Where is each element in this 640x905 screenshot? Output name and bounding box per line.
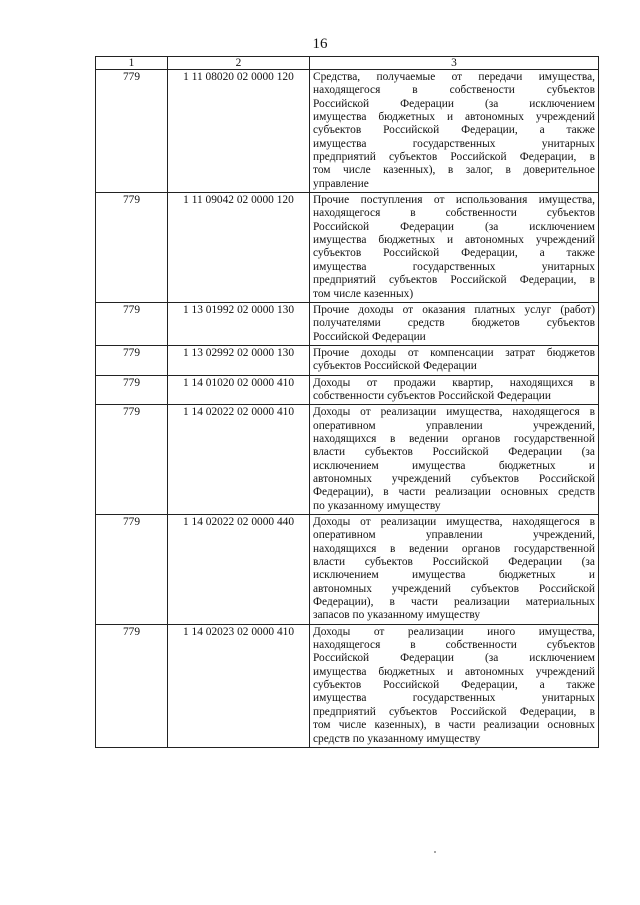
revenue-name-cell — [310, 302, 599, 345]
revenue-name-line: запасов по указанному имуществу — [313, 609, 481, 622]
revenue-codes-table — [95, 56, 599, 748]
revenue-name-line: находящегося в собственности субъектов — [313, 207, 595, 220]
revenue-name-line: Прочие поступления от использования имущества, — [313, 194, 595, 207]
table-row — [96, 193, 599, 303]
table-row — [96, 302, 599, 345]
revenue-name-cell — [310, 193, 599, 303]
revenue-name-line: имущества государственных унитарных — [313, 692, 595, 705]
revenue-name-line: том числе казенных), в залог, в доверительное — [313, 164, 595, 177]
revenue-name-line: субъектов Российской Федерации, а также — [313, 247, 595, 260]
revenue-name-line: получателями средств бюджетов субъектов — [313, 317, 595, 330]
revenue-name-line: имущества государственных унитарных — [313, 137, 595, 150]
column-header-2: 2 — [168, 57, 310, 70]
revenue-name-line: Российской Федерации (за исключением — [313, 97, 595, 110]
revenue-name-line: исключением имущества бюджетных и — [313, 459, 595, 472]
revenue-name-line: власти субъектов Российской Федерации (за — [313, 446, 595, 459]
revenue-name-line: субъектов Российской Федерации, а также — [313, 124, 595, 137]
revenue-name-line: оперативном управлении учреждений, — [313, 419, 595, 432]
table-row — [96, 515, 599, 625]
table-row — [96, 345, 599, 375]
revenue-name-line: автономных учреждений субъектов Российской — [313, 582, 595, 595]
revenue-name-line: по указанному имуществу — [313, 499, 441, 512]
table-row — [96, 375, 599, 405]
revenue-name-line: том числе казенных) — [313, 287, 414, 300]
revenue-name-line: субъектов Российской Федерации, а также — [313, 679, 595, 692]
revenue-name-line: Российской Федерации (за исключением — [313, 652, 595, 665]
revenue-name-line: Доходы от реализации имущества, находящегося в — [313, 516, 595, 528]
revenue-code-cell: 1 13 01992 02 0000 130 — [168, 302, 310, 345]
admin-code-cell: 779 — [96, 405, 168, 515]
revenue-name-line: Прочие доходы от оказания платных услуг (работ) — [313, 303, 595, 316]
table-row — [96, 70, 599, 193]
revenue-name-line: находящегося в собственности субъектов — [313, 639, 595, 652]
revenue-name-line: субъектов Российской Федерации — [313, 360, 477, 373]
revenue-name-line: предприятий субъектов Российской Федерации, в — [313, 705, 595, 718]
admin-code-cell: 779 — [96, 515, 168, 625]
admin-code-cell: 779 — [96, 70, 168, 193]
revenue-name-line: имущества бюджетных и автономных учреждений — [313, 234, 595, 247]
revenue-name-line: том числе казенных), в части реализации основных — [313, 719, 595, 732]
revenue-name-line: оперативном управлении учреждений, — [313, 529, 595, 542]
revenue-name-line: власти субъектов Российской Федерации (за — [313, 556, 595, 569]
revenue-code-cell: 1 14 01020 02 0000 410 — [168, 375, 310, 405]
revenue-name-line: предприятий субъектов Российской Федерации, в — [313, 274, 595, 287]
revenue-code-cell: 1 13 02992 02 0000 130 — [168, 345, 310, 375]
revenue-name-line: имущества бюджетных и автономных учреждений — [313, 665, 595, 678]
revenue-name-line: управление — [313, 177, 369, 190]
revenue-name-line: Доходы от реализации имущества, находящегося в — [313, 406, 595, 419]
table-row — [96, 624, 599, 747]
revenue-code-cell: 1 11 08020 02 0000 120 — [168, 70, 310, 193]
table-header-row — [96, 57, 599, 70]
revenue-name-line: имущества бюджетных и автономных учреждений — [313, 111, 595, 124]
revenue-name-line: Федерации), в части реализации основных средств — [313, 486, 595, 499]
revenue-name-line: автономных учреждений субъектов Российской — [313, 472, 595, 485]
revenue-code-cell: 1 11 09042 02 0000 120 — [168, 193, 310, 303]
revenue-name-cell — [310, 70, 599, 193]
column-header-3: 3 — [310, 57, 599, 70]
revenue-name-line: Российской Федерации (за исключением — [313, 220, 595, 233]
column-header-1: 1 — [96, 57, 168, 70]
revenue-name-line: исключением имущества бюджетных и — [313, 569, 595, 582]
revenue-code-cell: 1 14 02023 02 0000 410 — [168, 624, 310, 747]
admin-code-cell: 779 — [96, 624, 168, 747]
revenue-name-line: Средства, получаемые от передачи имущества, — [313, 71, 595, 83]
revenue-name-line: находящегося в собствености субъектов — [313, 84, 595, 97]
revenue-name-line: собственности субъектов Российской Федерации — [313, 389, 551, 402]
revenue-name-line: имущества государственных унитарных — [313, 260, 595, 273]
revenue-name-cell — [310, 405, 599, 515]
revenue-name-cell — [310, 345, 599, 375]
revenue-name-line: Федерации), в части реализации материальных — [313, 596, 595, 609]
revenue-name-line: Российской Федерации — [313, 330, 426, 343]
revenue-name-cell — [310, 375, 599, 405]
revenue-code-cell: 1 14 02022 02 0000 440 — [168, 515, 310, 625]
revenue-name-line: предприятий субъектов Российской Федерации, в — [313, 151, 595, 164]
revenue-name-cell — [310, 515, 599, 625]
admin-code-cell: 779 — [96, 375, 168, 405]
table-row — [96, 405, 599, 515]
revenue-name-line: средств по указанному имуществу — [313, 732, 481, 745]
page-number: 16 — [312, 36, 328, 52]
admin-code-cell: 779 — [96, 345, 168, 375]
admin-code-cell: 779 — [96, 193, 168, 303]
revenue-code-cell: 1 14 02022 02 0000 410 — [168, 405, 310, 515]
revenue-name-line: Прочие доходы от компенсации затрат бюджетов — [313, 346, 595, 359]
revenue-name-line: Доходы от реализации иного имущества, — [313, 625, 595, 638]
revenue-name-line: Доходы от продажи квартир, находящихся в — [313, 376, 595, 389]
revenue-name-line: находящихся в ведении органов государственной — [313, 432, 595, 445]
revenue-name-cell — [310, 624, 599, 747]
revenue-name-line: находящихся в ведении органов государственной — [313, 542, 595, 555]
scan-speck — [434, 851, 436, 853]
admin-code-cell: 779 — [96, 302, 168, 345]
